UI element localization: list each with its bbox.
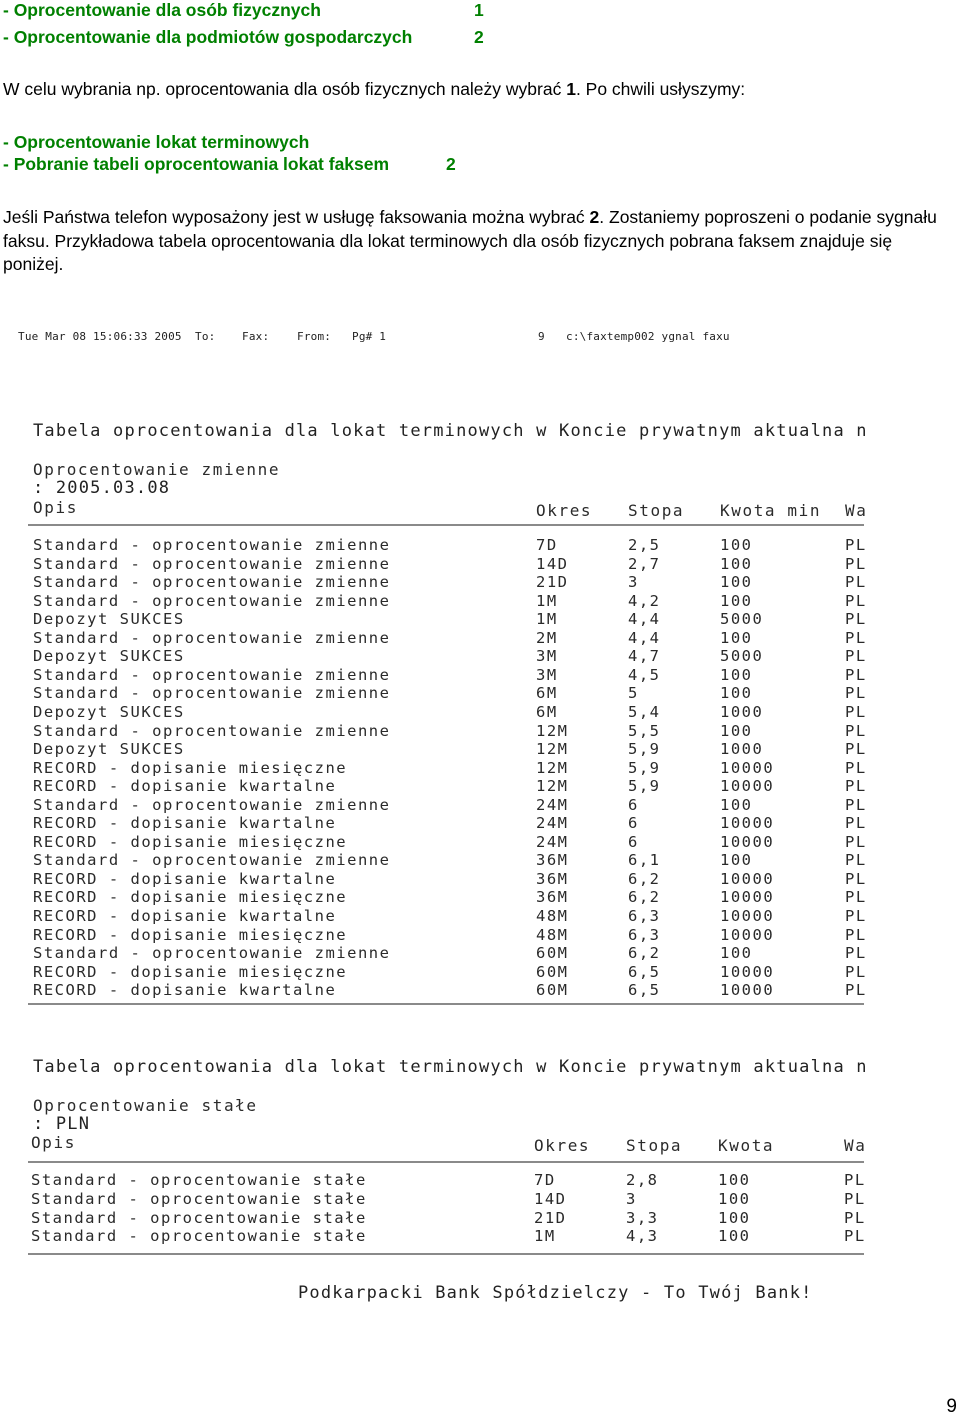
cell-waluta: PL xyxy=(845,925,867,944)
cell-kwota: 100 xyxy=(720,554,753,573)
table-row xyxy=(0,777,960,796)
instruction-text: Jeśli Państwa telefon wyposażony jest w usługę faksowania można wybrać xyxy=(3,207,590,227)
cell-okres: 21D xyxy=(536,573,569,592)
cell-stopa: 4,2 xyxy=(628,591,661,610)
cell-waluta: PL xyxy=(845,758,867,777)
table-row xyxy=(0,666,960,685)
cell-opis: Standard - oprocentowanie zmienne xyxy=(33,554,391,573)
cell-opis: Standard - oprocentowanie stałe xyxy=(31,1208,367,1227)
menu-option-term-deposits xyxy=(3,132,309,153)
cell-opis: RECORD - dopisanie miesięczne xyxy=(33,832,348,851)
cell-stopa: 4,5 xyxy=(628,665,661,684)
table2-title-line2: : PLN xyxy=(33,1114,91,1134)
table-row xyxy=(0,814,960,833)
cell-opis: Standard - oprocentowanie zmienne xyxy=(33,851,391,870)
cell-kwota: 100 xyxy=(720,536,753,554)
instruction-key: 1 xyxy=(566,79,576,99)
cell-kwota: 10000 xyxy=(720,832,775,851)
table-row xyxy=(0,573,960,592)
cell-stopa: 2,7 xyxy=(628,554,661,573)
table-row xyxy=(0,833,960,852)
fax-scan xyxy=(0,300,960,1320)
cell-kwota: 100 xyxy=(718,1227,751,1246)
cell-waluta: PL xyxy=(845,851,867,870)
table1-title-line1: Tabela oprocentowania dla lokat terminowych w Koncie prywatnym aktualna n xyxy=(33,421,868,441)
table2-bottom-rule xyxy=(28,1253,864,1255)
cell-opis: RECORD - dopisanie kwartalne xyxy=(33,777,337,796)
cell-okres: 6M xyxy=(536,702,558,721)
cell-opis: Standard - oprocentowanie zmienne xyxy=(33,665,391,684)
cell-stopa: 5,9 xyxy=(628,740,661,759)
table2-section-label: Oprocentowanie stałe xyxy=(33,1096,258,1115)
cell-stopa: 3,3 xyxy=(626,1208,659,1227)
table-row xyxy=(0,592,960,611)
menu-option-label: - Oprocentowanie lokat terminowych xyxy=(3,132,310,152)
cell-stopa: 4,4 xyxy=(628,628,661,647)
cell-waluta: PL xyxy=(845,832,867,851)
cell-opis: RECORD - dopisanie kwartalne xyxy=(33,814,337,833)
cell-waluta: PL xyxy=(845,684,867,703)
table-row xyxy=(0,926,960,945)
cell-waluta: PL xyxy=(845,981,867,1000)
fax-to: To: xyxy=(195,330,216,343)
cell-waluta: PL xyxy=(845,591,867,610)
menu-option-label: - Pobranie tabeli oprocentowania lokat faksem xyxy=(3,154,390,174)
table-row xyxy=(0,1171,960,1190)
table-row xyxy=(0,759,960,778)
cell-stopa: 6,2 xyxy=(628,888,661,907)
bank-slogan: Podkarpacki Bank Spółdzielczy - To Twój Bank! xyxy=(298,1283,813,1303)
cell-stopa: 4,4 xyxy=(628,610,661,629)
table-row xyxy=(0,944,960,963)
table-row xyxy=(0,722,960,741)
cell-opis: Standard - oprocentowanie stałe xyxy=(31,1171,367,1189)
table2-header-stopa: Stopa xyxy=(626,1136,683,1155)
cell-opis: Standard - oprocentowanie zmienne xyxy=(33,721,391,740)
cell-kwota: 10000 xyxy=(720,814,775,833)
cell-opis: Standard - oprocentowanie zmienne xyxy=(33,684,391,703)
table1-header-okres: Okres xyxy=(536,501,593,520)
cell-kwota: 100 xyxy=(720,944,753,963)
cell-okres: 12M xyxy=(536,721,569,740)
table-row xyxy=(0,703,960,722)
table-row xyxy=(0,796,960,815)
cell-stopa: 6,3 xyxy=(628,907,661,925)
cell-okres: 1M xyxy=(536,591,558,610)
table1-header-waluta: Wa xyxy=(845,501,868,520)
cell-kwota: 10000 xyxy=(720,869,775,888)
menu-option-label: - Oprocentowanie dla osób fizycznych xyxy=(3,0,321,20)
cell-waluta: PL xyxy=(845,888,867,907)
cell-stopa: 6,1 xyxy=(628,851,661,870)
page-number: 9 xyxy=(946,1396,957,1417)
cell-kwota: 10000 xyxy=(720,962,775,981)
cell-waluta: PL xyxy=(845,647,867,666)
cell-waluta: PL xyxy=(844,1189,866,1208)
cell-waluta: PL xyxy=(845,962,867,981)
cell-opis: RECORD - dopisanie miesięczne xyxy=(33,925,348,944)
cell-kwota: 100 xyxy=(720,721,753,740)
cell-stopa: 5 xyxy=(628,684,639,703)
cell-waluta: PL xyxy=(845,702,867,721)
cell-stopa: 3 xyxy=(626,1189,637,1208)
cell-stopa: 4,3 xyxy=(626,1227,659,1246)
menu-option-businesses xyxy=(3,27,484,48)
cell-waluta: PL xyxy=(844,1227,866,1246)
cell-okres: 1M xyxy=(534,1227,556,1246)
table-row xyxy=(0,536,960,555)
cell-okres: 21D xyxy=(534,1208,567,1227)
cell-okres: 7D xyxy=(534,1171,556,1189)
fax-page: Pg# 1 xyxy=(352,330,387,343)
cell-opis: Depozyt SUKCES xyxy=(33,702,185,721)
cell-opis: Standard - oprocentowanie stałe xyxy=(31,1227,367,1246)
cell-waluta: PL xyxy=(845,795,867,814)
table1-header-opis: Opis xyxy=(33,498,78,517)
cell-stopa: 5,5 xyxy=(628,721,661,740)
cell-opis: RECORD - dopisanie miesięczne xyxy=(33,758,348,777)
cell-kwota: 1000 xyxy=(720,740,764,759)
cell-stopa: 6,5 xyxy=(628,962,661,981)
table2-header-opis: Opis xyxy=(31,1133,76,1152)
cell-stopa: 6 xyxy=(628,814,639,833)
cell-okres: 24M xyxy=(536,832,569,851)
cell-kwota: 10000 xyxy=(720,925,775,944)
cell-okres: 12M xyxy=(536,758,569,777)
cell-kwota: 10000 xyxy=(720,888,775,907)
cell-stopa: 6,5 xyxy=(628,981,661,1000)
cell-waluta: PL xyxy=(845,665,867,684)
cell-stopa: 2,8 xyxy=(626,1171,659,1189)
fax-path: c:\faxtemp002 ygnal faxu xyxy=(566,330,730,343)
cell-opis: RECORD - dopisanie kwartalne xyxy=(33,869,337,888)
instruction-text: . Zostaniemy poproszeni o podanie sygnału faksu. Przykładowa tabela oprocentowania dla lokat terminowych dla osób fizycznych pobrana faksem znajduje się poniżej. xyxy=(3,207,937,274)
cell-okres: 60M xyxy=(536,981,569,1000)
cell-waluta: PL xyxy=(845,740,867,759)
table-row xyxy=(0,907,960,926)
cell-kwota: 10000 xyxy=(720,758,775,777)
fax-fax: Fax: xyxy=(242,330,270,343)
cell-opis: RECORD - dopisanie miesięczne xyxy=(33,962,348,981)
cell-opis: Standard - oprocentowanie stałe xyxy=(31,1189,367,1208)
instruction-paragraph-1 xyxy=(3,78,943,102)
cell-okres: 36M xyxy=(536,851,569,870)
cell-kwota: 100 xyxy=(720,851,753,870)
cell-kwota: 10000 xyxy=(720,981,775,1000)
cell-okres: 14D xyxy=(534,1189,567,1208)
cell-okres: 3M xyxy=(536,665,558,684)
table-row xyxy=(0,981,960,1000)
menu-option-key: 2 xyxy=(446,154,456,174)
cell-waluta: PL xyxy=(845,869,867,888)
cell-stopa: 5,9 xyxy=(628,758,661,777)
cell-okres: 1M xyxy=(536,610,558,629)
table1-header-kwota: Kwota min xyxy=(720,501,822,520)
cell-stopa: 6 xyxy=(628,795,639,814)
table2-header-rule xyxy=(28,1161,864,1163)
cell-waluta: PL xyxy=(845,554,867,573)
table1-header-stopa: Stopa xyxy=(628,501,685,520)
table-row xyxy=(0,963,960,982)
table1-section-label: Oprocentowanie zmienne xyxy=(33,460,281,479)
cell-kwota: 100 xyxy=(720,684,753,703)
menu-option-fax-table xyxy=(3,154,456,175)
cell-okres: 24M xyxy=(536,795,569,814)
cell-opis: Standard - oprocentowanie zmienne xyxy=(33,573,391,592)
cell-stopa: 4,7 xyxy=(628,647,661,666)
cell-stopa: 6,2 xyxy=(628,944,661,963)
menu-option-label: - Oprocentowanie dla podmiotów gospodarczych xyxy=(3,27,413,47)
cell-okres: 14D xyxy=(536,554,569,573)
table-row xyxy=(0,1209,960,1228)
table-row xyxy=(0,1227,960,1246)
menu-option-key: 1 xyxy=(474,0,484,20)
menu-option-key: 2 xyxy=(474,27,484,47)
cell-stopa: 5,9 xyxy=(628,777,661,796)
cell-kwota: 10000 xyxy=(720,907,775,925)
cell-kwota: 5000 xyxy=(720,647,764,666)
cell-opis: RECORD - dopisanie kwartalne xyxy=(33,981,337,1000)
cell-okres: 36M xyxy=(536,888,569,907)
cell-okres: 2M xyxy=(536,628,558,647)
cell-kwota: 100 xyxy=(718,1189,751,1208)
instruction-key: 2 xyxy=(589,207,600,227)
cell-stopa: 6,2 xyxy=(628,869,661,888)
table-row xyxy=(0,555,960,574)
cell-kwota: 100 xyxy=(720,628,753,647)
cell-okres: 12M xyxy=(536,740,569,759)
cell-okres: 6M xyxy=(536,684,558,703)
fax-number: 9 xyxy=(538,330,545,343)
cell-waluta: PL xyxy=(845,610,867,629)
cell-okres: 3M xyxy=(536,647,558,666)
cell-waluta: PL xyxy=(844,1171,866,1189)
cell-okres: 60M xyxy=(536,962,569,981)
cell-opis: Depozyt SUKCES xyxy=(33,610,185,629)
fax-date: Tue Mar 08 15:06:33 2005 xyxy=(18,330,182,343)
cell-stopa: 3 xyxy=(628,573,639,592)
cell-waluta: PL xyxy=(845,907,867,925)
cell-kwota: 100 xyxy=(720,795,753,814)
cell-waluta: PL xyxy=(845,628,867,647)
table1-bottom-rule xyxy=(28,1003,864,1005)
cell-opis: RECORD - dopisanie miesięczne xyxy=(33,888,348,907)
table-row xyxy=(0,684,960,703)
cell-waluta: PL xyxy=(845,777,867,796)
table-row xyxy=(0,629,960,648)
cell-stopa: 5,4 xyxy=(628,702,661,721)
cell-kwota: 100 xyxy=(718,1208,751,1227)
cell-opis: Depozyt SUKCES xyxy=(33,740,185,759)
cell-kwota: 100 xyxy=(720,573,753,592)
cell-kwota: 1000 xyxy=(720,702,764,721)
cell-opis: Standard - oprocentowanie zmienne xyxy=(33,591,391,610)
table2-header-kwota: Kwota xyxy=(718,1136,775,1155)
cell-okres: 24M xyxy=(536,814,569,833)
table-row xyxy=(0,647,960,666)
cell-okres: 60M xyxy=(536,944,569,963)
cell-waluta: PL xyxy=(844,1208,866,1227)
cell-stopa: 2,5 xyxy=(628,536,661,554)
cell-okres: 12M xyxy=(536,777,569,796)
cell-waluta: PL xyxy=(845,721,867,740)
table-row xyxy=(0,1190,960,1209)
table1-header-rule xyxy=(28,524,864,526)
cell-opis: RECORD - dopisanie kwartalne xyxy=(33,907,337,925)
menu-option-individuals xyxy=(3,0,484,21)
table-row xyxy=(0,740,960,759)
table-row xyxy=(0,870,960,889)
cell-okres: 48M xyxy=(536,907,569,925)
cell-stopa: 6,3 xyxy=(628,925,661,944)
table-row xyxy=(0,888,960,907)
cell-waluta: PL xyxy=(845,814,867,833)
table1-title-line2: : 2005.03.08 xyxy=(33,478,171,498)
table-row xyxy=(0,610,960,629)
cell-opis: Standard - oprocentowanie zmienne xyxy=(33,944,391,963)
cell-kwota: 100 xyxy=(718,1171,751,1189)
cell-stopa: 6 xyxy=(628,832,639,851)
fax-from: From: xyxy=(297,330,332,343)
cell-opis: Standard - oprocentowanie zmienne xyxy=(33,536,391,554)
cell-waluta: PL xyxy=(845,944,867,963)
table2-title-line1: Tabela oprocentowania dla lokat terminowych w Koncie prywatnym aktualna n xyxy=(33,1057,868,1077)
cell-okres: 36M xyxy=(536,869,569,888)
cell-waluta: PL xyxy=(845,573,867,592)
instruction-text: W celu wybrania np. oprocentowania dla osób fizycznych należy wybrać xyxy=(3,79,567,99)
cell-kwota: 10000 xyxy=(720,777,775,796)
cell-kwota: 100 xyxy=(720,591,753,610)
table2-header-waluta: Wa xyxy=(844,1136,867,1155)
instruction-text: . Po chwili usłyszymy: xyxy=(575,79,746,99)
cell-okres: 7D xyxy=(536,536,558,554)
cell-opis: Depozyt SUKCES xyxy=(33,647,185,666)
instruction-paragraph-2 xyxy=(3,206,943,277)
table-row xyxy=(0,851,960,870)
cell-kwota: 100 xyxy=(720,665,753,684)
cell-opis: Standard - oprocentowanie zmienne xyxy=(33,795,391,814)
cell-okres: 48M xyxy=(536,925,569,944)
cell-kwota: 5000 xyxy=(720,610,764,629)
table2-header-okres: Okres xyxy=(534,1136,591,1155)
cell-opis: Standard - oprocentowanie zmienne xyxy=(33,628,391,647)
cell-waluta: PL xyxy=(845,536,867,554)
